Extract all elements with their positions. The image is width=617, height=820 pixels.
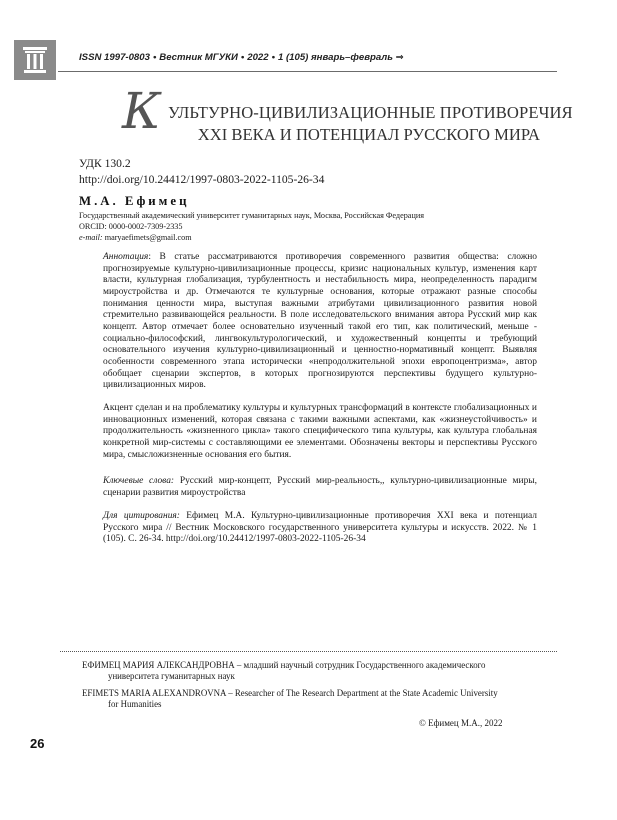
arrow-icon: ⇒ bbox=[395, 52, 404, 63]
keywords-label: Ключевые слова: bbox=[103, 476, 175, 486]
abstract-label: Аннотация bbox=[103, 252, 149, 262]
footnote-ru-line-1: ЕФИМЕЦ МАРИЯ АЛЕКСАНДРОВНА – младший научный сотрудник Государственного академического bbox=[82, 660, 486, 670]
abstract-text-2: Акцент сделан и на проблематику культуры и культурных трансформаций в контексте глобализационных и инновационных изменений, которая связана с такими важными аспектами, как «жизнеустойчивость» и продолжительность «жизненного цикла» такого специфического типа культуры, как культура глобальная конкретной мир-системы с составляющими ее элементами. Обозначены векторы и перспективы Русского мира, смысложизненные основания его бытия. bbox=[103, 403, 537, 460]
journal-logo bbox=[14, 40, 56, 80]
title-line-2: XXI ВЕКА И ПОТЕНЦИАЛ РУССКОГО МИРА bbox=[197, 125, 540, 144]
author-orcid: ORCID: 0000-0002-7309-2335 bbox=[79, 222, 183, 231]
doi-link[interactable]: http://doi.org/10.24412/1997-0803-2022-1105-26-34 bbox=[79, 173, 325, 186]
email-label: e-mail: bbox=[79, 233, 103, 242]
author-email[interactable]: maryaefimets@gmail.com bbox=[104, 233, 192, 242]
footnote-ru-line-2: университета гуманитарных наук bbox=[108, 671, 235, 681]
header-rule bbox=[58, 71, 557, 72]
footnote-en-line-2: for Humanities bbox=[108, 699, 162, 709]
header-journal: Вестник МГУКИ bbox=[159, 52, 238, 63]
abstract-paragraph-1 bbox=[103, 252, 537, 392]
header-issn: ISSN 1997-0803 bbox=[79, 52, 150, 63]
udk-code: УДК 130.2 bbox=[79, 157, 131, 170]
column-icon bbox=[22, 46, 48, 74]
citation-text: Ефимец М.А. Культурно-цивилизационные противоречия XXI века и потенциал Русского мира // Вестник Московского государственного университета культуры и искусств. 2022. № 1 (105). С. 26-34. http://doi.org/10.24412/1997-0803-2022-1105-26-34 bbox=[103, 511, 537, 545]
copyright: © Ефимец М.А., 2022 bbox=[419, 718, 503, 728]
header-issue: 1 (105) январь–февраль bbox=[277, 52, 393, 63]
footnote-ru bbox=[82, 660, 552, 682]
abstract-text-1: : В статье рассматриваются противоречия современного развития общества: сложно прогнозируемые культурно-цивилизационные процессы, кризис национальных культур, изменения карт власти, культурная глобализация, турбулентность и нестабильность мира, неопределенность парадигм мироустройства и др. Отмечаются те культурные основания, которые отражают разные способы понимания ценности мира, выступая важными атрибутами цивилизационного развития новой стремительно развивающейся реальности. В поле исследовательского внимания автора Русский мир как концепт. Автор отмечает более основательно изученный такой его тип, как политический, меньше - социально-философский, лингвокультурологический, и художественный концепты и требующий основательного изучения культурно-цивилизационный и ценностно-нормативный концепт. Выявляя особенности современного этапа исторически «непродолжительной эпохи европоцентризма», автор обобщает сценарии экспертов, в которых прогнозируются перспективы будущего культурно-цивилизационных миров. bbox=[103, 252, 537, 391]
running-header: ISSN 1997-0803 • Вестник МГУКИ • 2022 • 1 (105) январь–февраль ⇒ bbox=[79, 52, 404, 63]
author-name: М.А. Ефимец bbox=[79, 194, 190, 208]
footnote-en-line-1: EFIMETS MARIA ALEXANDROVNA – Researcher of The Research Department at the State Academic University bbox=[82, 688, 498, 698]
page-number: 26 bbox=[30, 736, 45, 751]
citation-label: Для цитирования: bbox=[103, 511, 180, 521]
keywords bbox=[103, 476, 537, 499]
footnote-divider bbox=[60, 651, 557, 653]
title-dropcap: К bbox=[122, 82, 161, 140]
abstract-paragraph-2 bbox=[103, 403, 537, 461]
author-affiliation: Государственный академический университет гуманитарных наук, Москва, Российская Федерация bbox=[79, 211, 424, 220]
header-year: 2022 bbox=[247, 52, 269, 63]
keywords-text: Русский мир-концепт, Русский мир-реальность,, культурно-цивилизационные миры, сценарии развития мироустройства bbox=[103, 476, 537, 498]
citation bbox=[103, 511, 537, 546]
footnote-en bbox=[82, 688, 552, 710]
title-line-1: УЛЬТУРНО-ЦИВИЛИЗАЦИОННЫЕ ПРОТИВОРЕЧИЯ bbox=[168, 103, 573, 122]
author-email-line bbox=[79, 233, 192, 242]
